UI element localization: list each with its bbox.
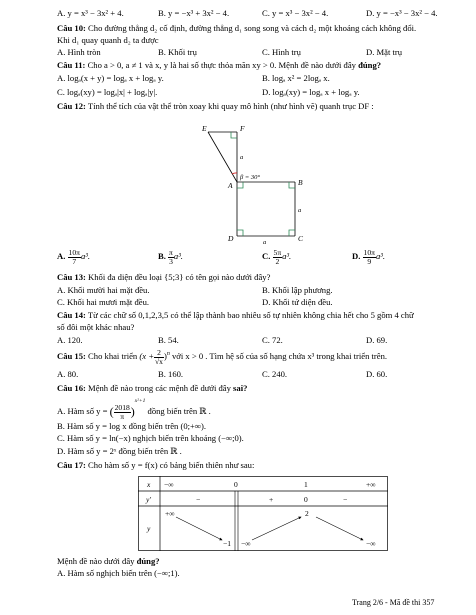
q15-option-b[interactable]: B. 160. (158, 369, 184, 379)
q12-option-c-frac (273, 249, 283, 265)
q9-option-b[interactable]: B. y = −x³ + 3x² − 4. (158, 8, 230, 18)
table-border (139, 477, 388, 551)
q17-stem (57, 460, 254, 471)
q16-option-a-den: π (120, 411, 125, 421)
q17-question (57, 556, 160, 567)
q12-option-b-num: π (169, 248, 173, 257)
q15-option-c[interactable]: C. 240. (262, 369, 288, 379)
label-a-fa: a (240, 154, 244, 161)
right-angle-c (289, 230, 295, 236)
q13-stem (57, 272, 270, 283)
arrow-down-1 (176, 517, 222, 540)
q15-power: n (166, 351, 170, 358)
q16-option-a[interactable] (57, 398, 211, 420)
q14-label: Câu 14: (57, 310, 86, 320)
q10-option-c[interactable]: C. Hình trụ (262, 47, 301, 57)
q10-stem (57, 23, 416, 34)
q9-option-c[interactable]: C. y = x³ − 3x² − 4. (262, 8, 329, 18)
q12-option-b-den: 3 (169, 256, 173, 266)
arrow-down-2 (316, 517, 363, 540)
q12-option-c-den: 2 (275, 256, 280, 266)
x-val-pos-inf: +∞ (366, 480, 376, 489)
q14-stem (57, 310, 414, 321)
row-label-y: y (147, 524, 151, 533)
q17-text: Cho hàm số y = f(x) có bảng biến thiên như sau: (88, 460, 255, 470)
q16-stem (57, 383, 247, 394)
q16-option-d[interactable]: D. Hàm số y = 2ˣ đồng biến trên ℝ . (57, 446, 182, 456)
y-val-neg-inf-2: −∞ (366, 539, 376, 548)
y-val-pos-inf: +∞ (165, 509, 175, 518)
q10-option-a[interactable]: A. Hình tròn (57, 47, 101, 57)
q16-option-a-num: 2018 (114, 402, 130, 412)
angle-arc (232, 173, 237, 174)
q12-option-c-prefix: C. (262, 251, 271, 262)
q11-text: Cho a > 0, a ≠ 1 và x, y là hai số thực thỏa mãn xy > 0. Mệnh đề nào dưới đây (87, 60, 356, 70)
q16-option-a-frac (114, 404, 131, 420)
q11-label: Câu 11: (57, 60, 86, 70)
q16-option-a-tail: đồng biến trên ℝ . (147, 406, 211, 416)
q13-text: Khối đa diện đều loại {5;3} có tên gọi nào dưới đây? (88, 272, 271, 282)
q15-expr-left: (x + (139, 351, 154, 362)
q10-label: Câu 10: (57, 23, 86, 33)
q14-text1: Từ các chữ số 0,1,2,3,5 có thể lập thành bao nhiêu số tự nhiên không chia hết cho 5 gồm 4 chữ (87, 310, 414, 320)
q16-option-c[interactable]: C. Hàm số y = ln(−x) nghịch biến trên khoảng (−∞;0). (57, 433, 244, 443)
q12-option-d-den: 9 (367, 256, 372, 266)
label-a-dc: a (263, 239, 267, 246)
label-c: C (298, 234, 304, 243)
q12-option-a-prefix: A. (57, 251, 66, 262)
label-beta: β = 30° (240, 174, 260, 181)
q12-option-a-num: 10π (68, 248, 80, 257)
q9-option-a[interactable]: A. y = x³ − 3x² + 4. (57, 8, 124, 18)
q10-option-d[interactable]: D. Mặt trụ (366, 47, 403, 57)
q17-variation-table (138, 476, 388, 551)
right-angle-a (237, 182, 243, 188)
q13-option-a[interactable]: A. Khối mười hai mặt đều. (57, 285, 150, 295)
q11-option-d[interactable]: D. logₐ(xy) = logₐ x + logₐ y. (262, 87, 360, 97)
q15-expr-right: ) (163, 351, 167, 362)
q14-option-d[interactable]: D. 69. (366, 335, 388, 345)
q16-option-a-prefix: A. Hàm số y = (57, 406, 108, 416)
q14-text2: số đôi một khác nhau? (57, 322, 135, 332)
q15-label: Câu 15: (57, 351, 86, 362)
yp-val-2: + (269, 495, 274, 504)
q13-option-c[interactable]: C. Khối hai mươi mặt đều. (57, 297, 150, 307)
q16-text: Mệnh đề nào trong các mệnh đề dưới đây (88, 383, 231, 393)
yp-val-1: − (196, 495, 201, 504)
right-angle-b (289, 182, 295, 188)
q13-option-b[interactable]: B. Khối lập phương. (262, 285, 333, 295)
q9-option-d[interactable]: D. y = −x³ − 3x² − 4. (366, 8, 438, 18)
row-label-x: x (147, 480, 151, 489)
q15-text-b: với x > 0 . Tìm hệ số của số hạng chứa x³ trong khai triển trên. (172, 351, 388, 362)
q14-option-c[interactable]: C. 72. (262, 335, 283, 345)
q16-label: Câu 16: (57, 383, 86, 393)
page-footer: Trang 2/6 - Mã đề thi 357 (352, 598, 435, 607)
q17-label: Câu 17: (57, 460, 86, 470)
row-label-yp: y′ (146, 495, 151, 504)
q15-option-d[interactable]: D. 60. (366, 369, 388, 379)
q12-option-d[interactable] (352, 249, 385, 265)
q11-emph: đúng? (358, 60, 382, 70)
q10-text1: Cho đường thẳng d₂ cố định, đường thẳng d₁ song song và cách d₂ một khoảng cách không đổi. (88, 23, 417, 33)
q12-option-b-tail: a³. (173, 251, 183, 262)
q12-option-c-tail: a³. (282, 251, 292, 262)
q12-option-c-num: 5π (273, 248, 282, 257)
right-angle-d (237, 230, 243, 236)
q15-frac-den: √x (155, 356, 163, 366)
label-a-bc: a (298, 207, 302, 214)
q12-option-d-prefix: D. (352, 251, 361, 262)
arrow-up (252, 517, 301, 540)
x-val-1: 1 (304, 480, 308, 489)
q12-option-a-tail: a³. (80, 251, 90, 262)
q12-option-d-frac (363, 249, 376, 265)
label-f: F (240, 124, 245, 133)
q17-question-emph: đúng? (136, 556, 160, 566)
q15-frac-num: 2 (154, 349, 164, 358)
q12-option-d-num: 10π (363, 248, 375, 257)
x-val-0: 0 (234, 480, 238, 489)
q15-frac (154, 349, 164, 365)
q12-text: Tính thể tích của vật thể tròn xoay khi quay mô hình (như hình vẽ) quanh trục DF : (87, 101, 374, 111)
y-val-neg-inf-1: −∞ (241, 539, 251, 548)
y-val-2: 2 (305, 509, 309, 518)
yp-val-4: − (343, 495, 348, 504)
q13-label: Câu 13: (57, 272, 86, 282)
q12-option-a[interactable] (57, 249, 90, 265)
q10-option-b[interactable]: B. Khối trụ (158, 47, 197, 57)
q12-option-a-den: 7 (72, 256, 77, 266)
q11-option-b[interactable]: B. logₐ x² = 2logₐ x. (262, 73, 330, 83)
q12-stem (57, 101, 374, 112)
q14-option-b[interactable]: B. 54. (158, 335, 179, 345)
q12-figure (190, 118, 320, 250)
q13-option-d[interactable]: D. Khối tứ diện đều. (262, 297, 333, 307)
q15-stem (57, 349, 387, 365)
q12-option-b[interactable] (158, 249, 183, 265)
q11-option-a[interactable]: A. logₐ(x + y) = logₐ x + logₐ y. (57, 73, 164, 83)
q12-option-c[interactable] (262, 249, 291, 265)
q15-text-a: Cho khai triển (88, 351, 138, 362)
q16-option-a-rparen: ) (130, 404, 135, 419)
q17-question-text: Mệnh đề nào dưới đây (57, 556, 135, 566)
yp-val-3: 0 (304, 495, 308, 504)
q12-option-b-prefix: B. (158, 251, 166, 262)
q14-option-a[interactable]: A. 120. (57, 335, 83, 345)
q11-stem (57, 60, 381, 71)
q10-text2: Khi d₁ quay quanh d₂ ta được (57, 35, 159, 45)
q12-option-d-tail: a³. (375, 251, 385, 262)
label-b: B (298, 178, 303, 187)
q16-option-a-lparen: ( (109, 404, 114, 419)
y-val-neg1: −1 (223, 539, 231, 548)
q11-option-c[interactable]: C. logₐ(xy) = logₐ|x| + logₐ|y|. (57, 87, 158, 97)
q12-label: Câu 12: (57, 101, 86, 111)
q17-option-a[interactable]: A. Hàm số nghịch biến trên (−∞;1). (57, 568, 180, 578)
x-val-neg-inf: −∞ (164, 480, 174, 489)
q16-option-b[interactable]: B. Hàm số y = log x đồng biến trên (0;+∞). (57, 421, 207, 431)
label-a: A (228, 181, 233, 190)
edge-ea (208, 132, 237, 182)
q12-option-a-frac (68, 249, 81, 265)
label-e: E (202, 124, 207, 133)
q16-option-a-exp: x²+1 (134, 398, 146, 404)
label-d: D (228, 234, 234, 243)
q16-emph: sai? (233, 383, 248, 393)
q15-option-a[interactable]: A. 80. (57, 369, 79, 379)
right-angle-f (231, 132, 237, 138)
